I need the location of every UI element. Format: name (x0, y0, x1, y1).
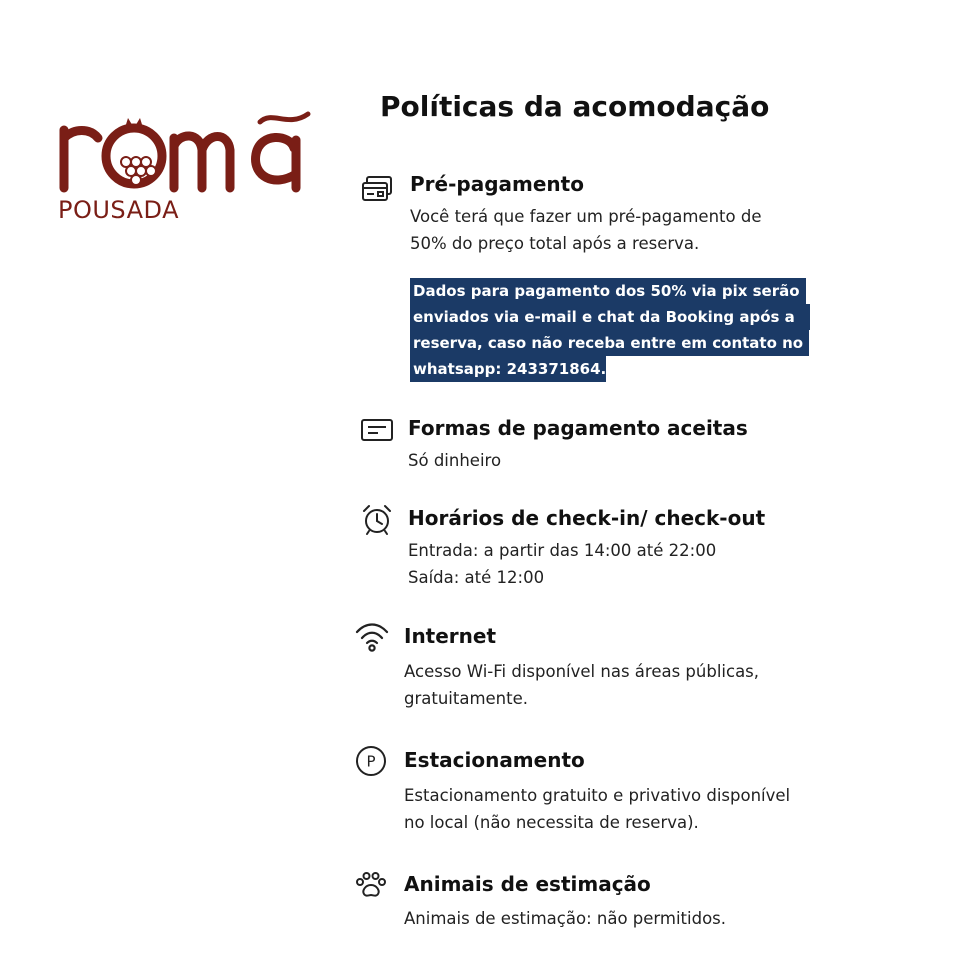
payment-card-icon (360, 174, 394, 204)
section-title: Animais de estimação (404, 872, 651, 896)
highlight-line: whatsapp: 243371864. (410, 356, 606, 382)
section-line: 50% do preço total após a reserva. (410, 234, 700, 253)
credit-card-icon (360, 416, 394, 444)
svg-text:P: P (366, 752, 376, 771)
highlight-line: reserva, caso não receba entre em contato no (410, 330, 809, 356)
section-line: Acesso Wi-Fi disponível nas áreas públicas, (404, 662, 760, 681)
section-checkin-checkout (360, 502, 820, 592)
section-parking (354, 744, 824, 836)
section-internet (354, 620, 824, 712)
pousada-roma-logo (52, 104, 322, 224)
paw-icon (354, 870, 388, 900)
section-payment-methods (360, 414, 820, 476)
section-line: Estacionamento gratuito e privativo disponível (404, 786, 791, 805)
section-title: Internet (404, 624, 497, 648)
highlight-line: Dados para pagamento dos 50% via pix serão (410, 278, 806, 304)
parking-icon (354, 744, 390, 778)
section-line: gratuitamente. (404, 689, 529, 708)
page-title: Políticas da acomodação (380, 90, 770, 123)
section-title: Pré-pagamento (410, 172, 584, 196)
section-line: no local (não necessita de reserva). (404, 813, 699, 832)
roma-script-logo (52, 104, 322, 199)
section-line: Só dinheiro (408, 451, 502, 470)
section-line: Entrada: a partir das 14:00 até 22:00 (408, 541, 717, 560)
section-line: Animais de estimação: não permitidos. (404, 909, 727, 928)
alarm-clock-icon (360, 502, 394, 536)
highlighted-payment-note (410, 278, 810, 382)
section-title: Horários de check-in/ check-out (408, 506, 766, 530)
wifi-icon (354, 620, 390, 654)
logo-wordmark: POUSADA (58, 196, 180, 224)
section-line: Você terá que fazer um pré-pagamento de (410, 207, 762, 226)
section-prepayment (360, 170, 820, 385)
highlight-line: enviados via e-mail e chat da Booking após a (410, 304, 810, 330)
section-title: Formas de pagamento aceitas (408, 416, 748, 440)
section-line: Saída: até 12:00 (408, 568, 545, 587)
section-pets (354, 868, 824, 934)
section-title: Estacionamento (404, 748, 585, 772)
